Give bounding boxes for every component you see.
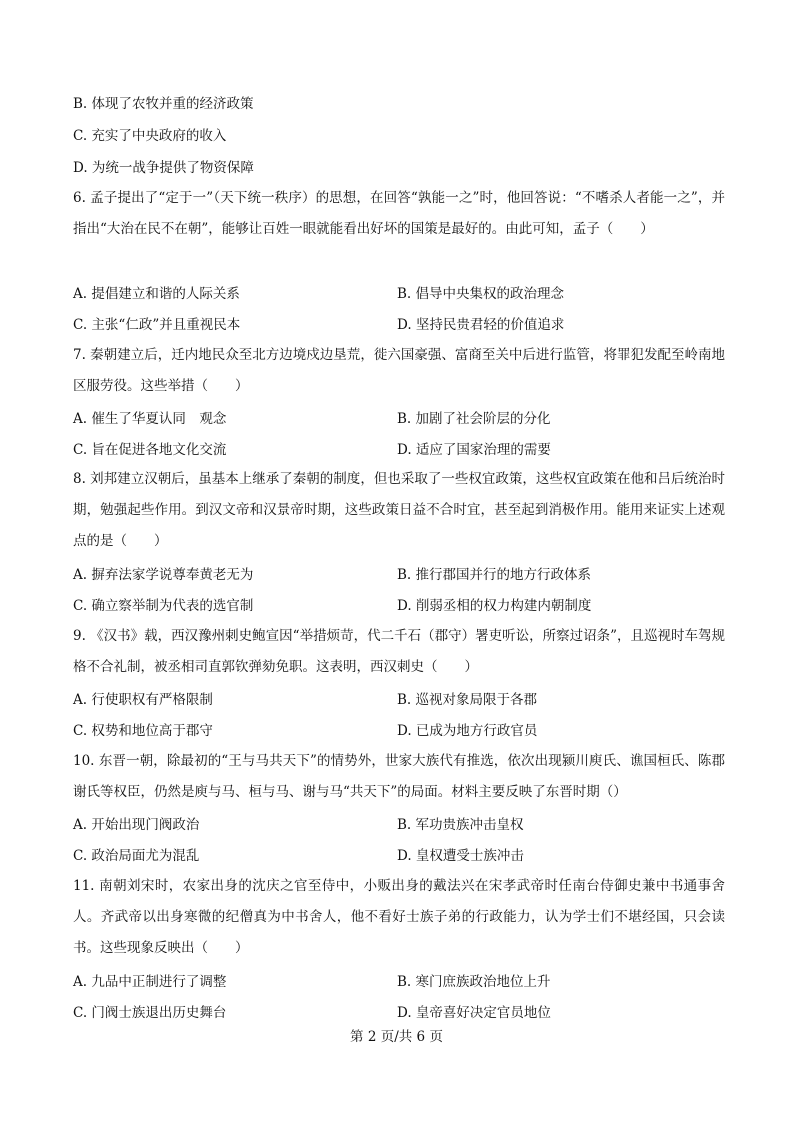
q8-option-b: B. 推行郡国并行的地方行政体系 <box>397 567 592 583</box>
q6-option-d: D. 坚持民贵君轻的价值追求 <box>397 317 565 333</box>
q11-option-a: A. 九品中正制进行了调整 <box>73 974 227 990</box>
q6-stem: 6. 孟子提出了“定于一”（天下统一秩序）的思想，在回答“孰能一之”时，他回答说：“不嗜杀人者能一之”，并指出“大治在民不在朝”，能够让百姓一眼就能看出好坏的国策是最好的。由此可知，孟子（ ） <box>73 190 725 237</box>
q6-option-c: C. 主张“仁政”并且重视民本 <box>73 317 241 333</box>
q11-stem: 11. 南朝刘宋时，农家出身的沈庆之官至侍中，小贩出身的戴法兴在宋孝武帝时任南台侍御史兼中书通事舍人。齐武帝以出身寒微的纪僧真为中书舍人，他不看好士族子弟的行政能力，认为学士们不堪经国，只会读书。这些现象反映出（ ） <box>73 878 725 956</box>
q7-option-b: B. 加剧了社会阶层的分化 <box>397 411 551 427</box>
q7-option-a: A. 催生了华夏认同 观念 <box>73 411 227 427</box>
q9-option-b: B. 巡视对象局限于各郡 <box>397 692 538 708</box>
q6-option-a: A. 提倡建立和谐的人际关系 <box>73 286 240 302</box>
q11-option-d: D. 皇帝喜好决定官员地位 <box>397 1005 551 1021</box>
q10-stem: 10. 东晋一朝，除最初的“王与马共天下”的情势外，世家大族代有推选，依次出现颍川庾氏、谯国桓氏、陈郡谢氏等权臣，仍然是庾与马、桓与马、谢与马“共天下”的局面。材料主要反映了东晋时期（） <box>73 753 725 800</box>
page-number: 第 2 页/共 6 页 <box>350 1029 443 1045</box>
q9-option-d: D. 已成为地方行政官员 <box>397 723 538 739</box>
q10-option-b: B. 军功贵族冲击皇权 <box>397 817 524 833</box>
q8-option-c: C. 确立察举制为代表的选官制 <box>73 598 254 614</box>
q7-stem: 7. 秦朝建立后，迁内地民众至北方边境戍边垦荒，徙六国豪强、富商至关中后进行监管，将罪犯发配至岭南地区服劳役。这些举措（ ） <box>73 347 725 394</box>
q10-option-d: D. 皇权遭受士族冲击 <box>397 848 524 864</box>
q11-option-c: C. 门阀士族退出历史舞台 <box>73 1005 227 1021</box>
q8-option-d: D. 削弱丞相的权力构建内朝制度 <box>397 598 592 614</box>
q5-option-b: B. 体现了农牧并重的经济政策 <box>73 96 254 112</box>
q11-option-b: B. 寒门庶族政治地位上升 <box>397 974 551 990</box>
q5-option-c: C. 充实了中央政府的收入 <box>73 128 227 144</box>
q7-option-d: D. 适应了国家治理的需要 <box>397 442 551 458</box>
q9-option-a: A. 行使职权有严格限制 <box>73 692 213 708</box>
q10-option-a: A. 开始出现门阀政治 <box>73 817 200 833</box>
q6-option-b: B. 倡导中央集权的政治理念 <box>397 286 565 302</box>
q8-stem: 8. 刘邦建立汉朝后，虽基本上继承了秦朝的制度，但也采取了一些权宜政策，这些权宜政策在他和吕后统治时期，勉强起些作用。到汉文帝和汉景帝时期，这些政策日益不合时宜，甚至起到消极作用。能用来证实上述观点的是（ ） <box>73 471 725 549</box>
q10-option-c: C. 政治局面尤为混乱 <box>73 848 200 864</box>
q9-stem: 9. 《汉书》载，西汉豫州刺史鲍宣因“举措烦苛，代二千石（郡守）署吏听讼，所察过诏条”，且巡视时车驾规格不合礼制，被丞相司直郭钦弹劾免职。这表明，西汉刺史（ ） <box>73 628 725 675</box>
q7-option-c: C. 旨在促进各地文化交流 <box>73 442 227 458</box>
q9-option-c: C. 权势和地位高于郡守 <box>73 723 213 739</box>
q8-option-a: A. 摒弃法家学说尊奉黄老无为 <box>73 567 254 583</box>
q5-option-d: D. 为统一战争提供了物资保障 <box>73 160 254 176</box>
